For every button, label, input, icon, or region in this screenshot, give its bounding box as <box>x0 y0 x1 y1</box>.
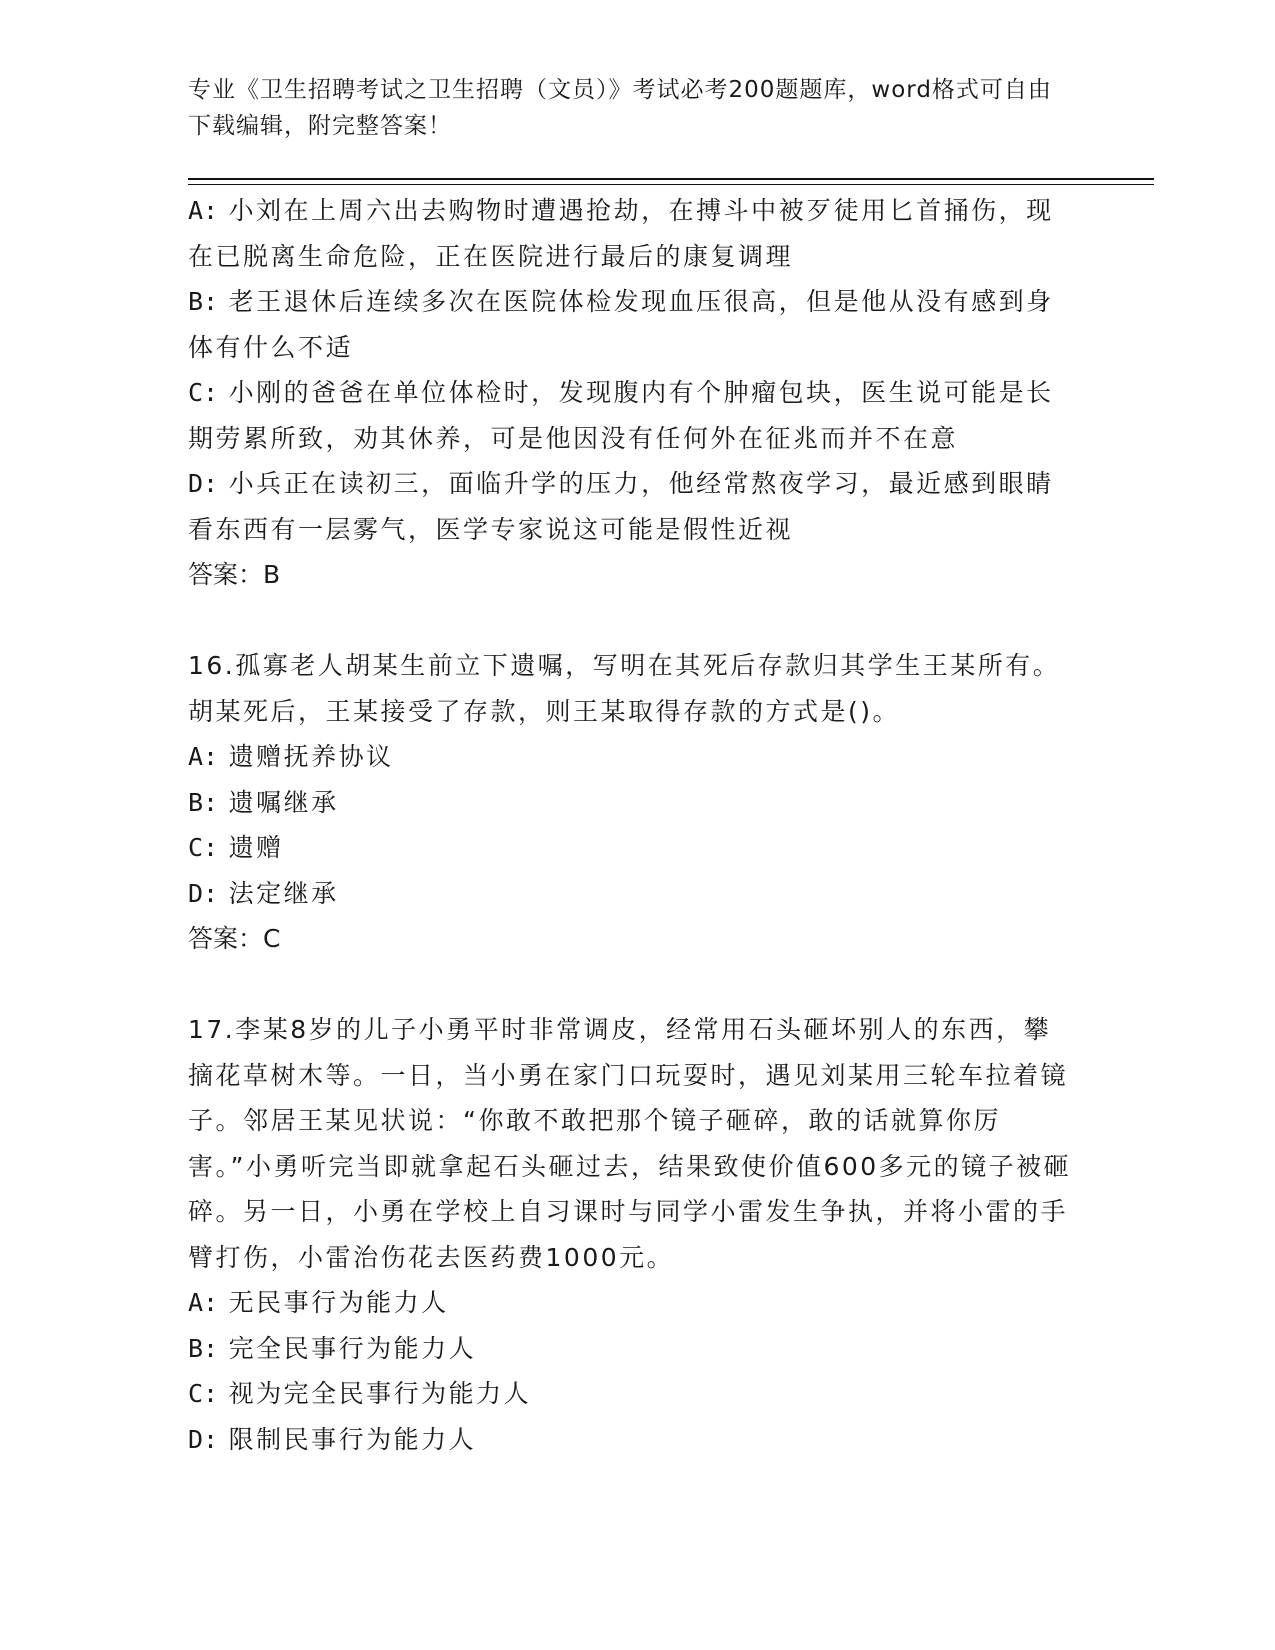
option-label: A: <box>188 196 219 225</box>
spacer <box>188 962 1078 1007</box>
option-label: C: <box>188 1379 219 1408</box>
option-text: 视为完全民事行为能力人 <box>228 1379 532 1408</box>
header-rule-thick <box>188 178 1154 180</box>
option-label: A: <box>188 742 219 771</box>
option-d <box>188 1417 1078 1463</box>
option-text: 小刚的爸爸在单位体检时，发现腹内有个肿瘤包块，医生说可能是长期劳累所致，劝其休养，可是他因没有任何外在征兆而并不在意 <box>188 378 1054 453</box>
option-text: 完全民事行为能力人 <box>228 1333 477 1363</box>
document-header <box>188 72 1068 144</box>
option-c <box>188 825 1078 871</box>
option-label: B: <box>188 787 219 817</box>
answer: 答案：B <box>188 560 281 589</box>
option-a <box>188 188 1078 279</box>
answer: 答案：C <box>188 924 281 953</box>
option-label: D: <box>188 878 219 908</box>
option-label: D: <box>188 469 219 498</box>
option-text: 遗赠抚养协议 <box>228 742 394 771</box>
option-label: B: <box>188 1333 219 1363</box>
question-content <box>188 188 1078 1462</box>
question-16 <box>188 643 1078 962</box>
question-17 <box>188 1007 1078 1462</box>
option-a <box>188 1280 1078 1326</box>
option-label: A: <box>188 1288 219 1317</box>
option-a <box>188 734 1078 780</box>
spacer <box>188 598 1078 643</box>
option-text: 限制民事行为能力人 <box>228 1424 477 1454</box>
option-text: 小兵正在读初三，面临升学的压力，他经常熬夜学习，最近感到眼睛看东西有一层雾气，医学专家说这可能是假性近视 <box>188 469 1054 544</box>
option-text: 遗嘱继承 <box>228 787 339 817</box>
option-b <box>188 780 1078 826</box>
option-label: D: <box>188 1424 219 1454</box>
option-text: 老王退休后连续多次在医院体检发现血压很高，但是他从没有感到身体有什么不适 <box>188 287 1054 362</box>
question-text: 17.李某8岁的儿子小勇平时非常调皮，经常用石头砸坏别人的东西，攀摘花草树木等。一日，当小勇在家门口玩耍时，遇见刘某用三轮车拉着镜子。邻居王某见状说：“你敢不敢把那个镜子砸碎，敢的话就算你厉害。”小勇听完当即就拿起石头砸过去，结果致使价值600多元的镜子被砸碎。另一日，小勇在学校上自习课时与同学小雷发生争执，并将小雷的手臂打伤，小雷治伤花去医药费1000元。 <box>188 1015 1072 1272</box>
header-intro: 专业《卫生招聘考试之卫生招聘（文员）》考试必考200题题库，word格式可自由下载编辑，附完整答案！ <box>188 77 1052 139</box>
option-text: 小刘在上周六出去购物时遭遇抢劫，在搏斗中被歹徒用匕首捅伤，现在已脱离生命危险，正在医院进行最后的康复调理 <box>188 196 1054 271</box>
option-d <box>188 461 1078 552</box>
question-15 <box>188 188 1078 598</box>
option-text: 法定继承 <box>228 878 339 908</box>
option-text: 无民事行为能力人 <box>228 1288 449 1317</box>
option-c <box>188 370 1078 461</box>
option-text: 遗赠 <box>228 833 284 862</box>
option-b <box>188 1326 1078 1372</box>
question-text: 16.孤寡老人胡某生前立下遗嘱，写明在其死后存款归其学生王某所有。胡某死后，王某接受了存款，则王某取得存款的方式是()。 <box>188 651 1061 726</box>
header-rule-thin <box>188 184 1154 185</box>
option-b <box>188 279 1078 370</box>
option-d <box>188 871 1078 917</box>
option-c <box>188 1371 1078 1417</box>
option-label: C: <box>188 378 219 407</box>
option-label: B: <box>188 287 219 316</box>
option-label: C: <box>188 833 219 862</box>
